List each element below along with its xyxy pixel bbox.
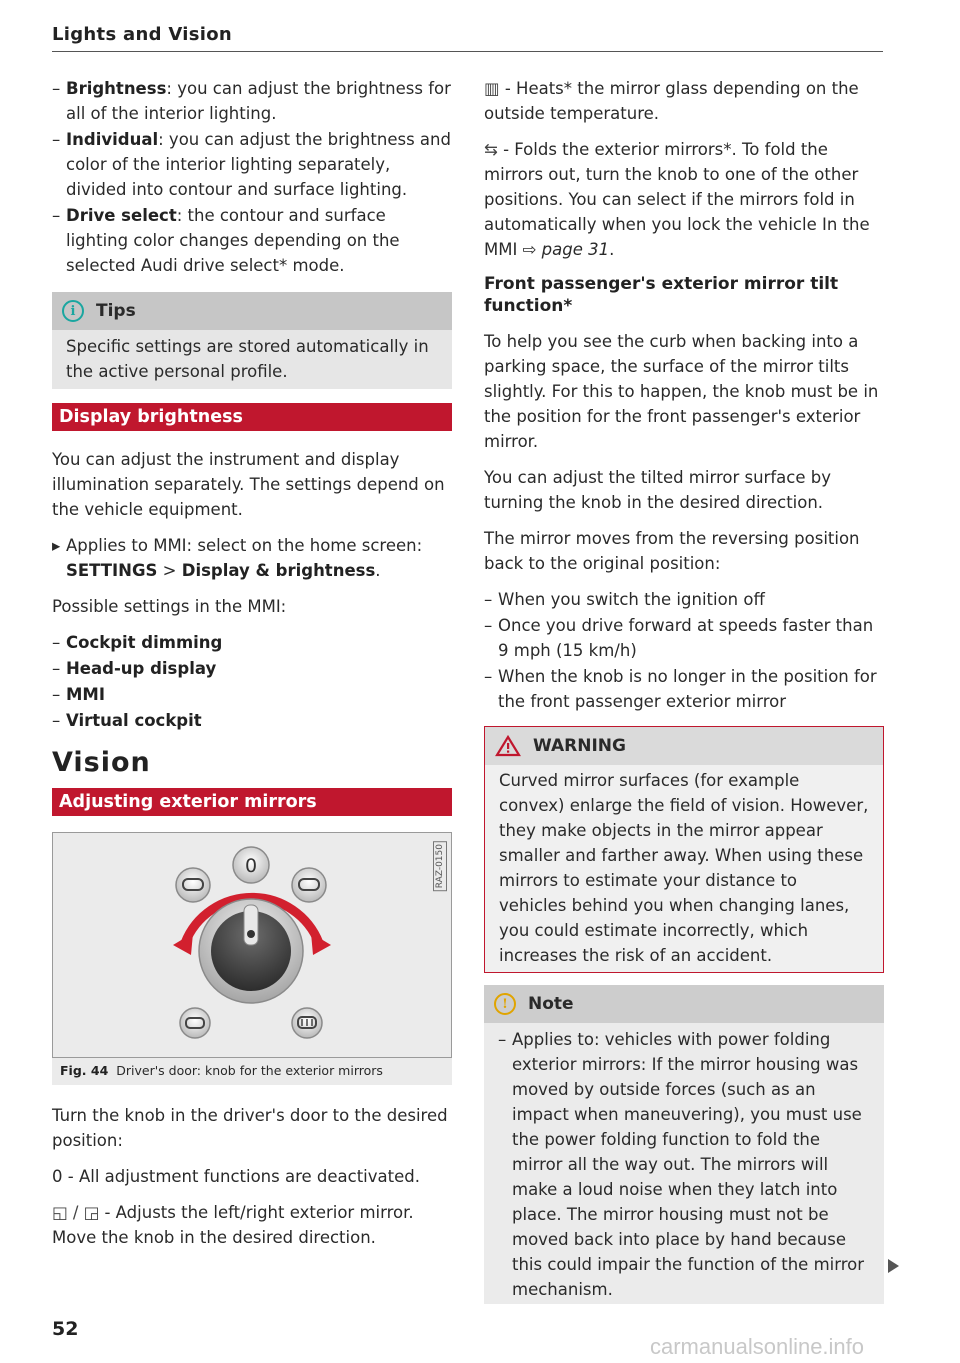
section-heading-display-brightness: Display brightness	[52, 403, 452, 431]
display-intro: You can adjust the instrument and display illumination separately. The settings depend on the vehicle equipment.	[52, 450, 445, 519]
tilt-paragraph-2: You can adjust the tilted mirror surface by turning the knob in the desired direction.	[484, 468, 831, 512]
right-column	[484, 76, 884, 1304]
section-heading-exterior-mirrors: Adjusting exterior mirrors	[52, 788, 452, 816]
list-item: – Drive select: the contour and surface lighting color changes depending on the selected Audi drive select* mode.	[52, 206, 400, 275]
right-mirror-icon	[292, 868, 326, 902]
watermark: carmanualsonline.info	[650, 1334, 865, 1359]
mirror-knob	[199, 899, 303, 1003]
warning-header	[485, 727, 883, 765]
heated-mirror-icon: ▥	[484, 79, 500, 98]
note-body: – Applies to: vehicles with power folding exterior mirrors: If the mirror housing was moved by outside forces (such as an impact when maneuvering), you must use the power folding function to fold the mirror all the way out. The mirrors will make a loud noise when they latch into place. The mirror housing must not be moved back into place by hand because this could impair the function of the mirror mechanism.	[498, 1030, 865, 1299]
note-title: Note	[528, 994, 574, 1014]
list-item: – Cockpit dimming	[52, 633, 223, 652]
left-mirror-icon	[176, 868, 210, 902]
mirror-left-right-icon: ◱ / ◲	[52, 1203, 100, 1222]
figure-code: RAZ-0150	[433, 841, 447, 891]
mirror-knob-illustration	[53, 833, 451, 1057]
left-column	[52, 76, 452, 1261]
position-zero-text: 0 - All adjustment functions are deactivated.	[52, 1167, 420, 1186]
list-item: – MMI	[52, 685, 105, 704]
page-number: 52	[52, 1318, 79, 1340]
fold-mirror-icon	[180, 1008, 210, 1038]
possible-settings-label: Possible settings in the MMI:	[52, 597, 287, 616]
tips-body: Specific settings are stored automatically in the active personal profile.	[66, 337, 429, 381]
list-item: – Once you drive forward at speeds faster than 9 mph (15 km/h)	[484, 616, 874, 660]
svg-text:0: 0	[244, 855, 258, 877]
page-31-link[interactable]: ⇨ page 31	[522, 240, 610, 259]
tilt-list	[484, 587, 884, 714]
note-header	[484, 985, 884, 1023]
list-item: – When you switch the ignition off	[484, 590, 765, 609]
adjust-mirror-text: ◱ / ◲ - Adjusts the left/right exterior mirror. Move the knob in the desired direction.	[52, 1203, 414, 1247]
warning-body: Curved mirror surfaces (for example convex) enlarge the field of vision. However, they make objects in the mirror appear smaller and farther away. When using these mirrors to estimate your distance to vehicles behind you when changing lanes, you could estimate incorrectly, which increases the risk of an accident.	[499, 771, 869, 965]
note-icon: !	[494, 993, 516, 1015]
fold-mirror-icon: ⇆	[484, 140, 498, 159]
header-rule	[52, 51, 883, 52]
heated-mirror-text: ▥ - Heats* the mirror glass depending on the outside temperature.	[484, 79, 859, 123]
tips-title: Tips	[96, 301, 136, 321]
arrow-bullet-icon: ▸	[52, 536, 61, 555]
settings-list	[52, 630, 452, 733]
warning-box	[484, 726, 884, 973]
list-item: – Virtual cockpit	[52, 711, 202, 730]
tips-header	[52, 292, 452, 330]
warning-title: WARNING	[533, 736, 626, 756]
tips-box	[52, 292, 452, 389]
tilt-function-heading: Front passenger's exterior mirror tilt function*	[484, 274, 839, 316]
figure-caption: Fig. 44 Driver's door: knob for the exterior mirrors	[52, 1058, 452, 1085]
position-zero-icon	[233, 847, 269, 883]
turn-knob-text: Turn the knob in the driver's door to the desired position:	[52, 1106, 448, 1150]
list-item: – Individual: you can adjust the brightness and color of the interior lighting separately, divided into contour and surface lighting.	[52, 130, 451, 199]
applies-to-mmi: ▸ Applies to MMI: select on the home screen: SETTINGS > Display & brightness.	[52, 533, 452, 583]
heated-mirror-icon	[292, 1008, 322, 1038]
tilt-paragraph-3: The mirror moves from the reversing position back to the original position:	[484, 529, 860, 573]
vision-heading: Vision	[52, 747, 151, 778]
figure-mirror-knob	[52, 832, 452, 1058]
list-item: – Head-up display	[52, 659, 217, 678]
list-item: – When the knob is no longer in the position for the front passenger exterior mirror	[484, 667, 877, 711]
list-item: – Brightness: you can adjust the brightness for all of the interior lighting.	[52, 79, 451, 123]
continue-arrow-icon	[888, 1259, 899, 1273]
warning-triangle-icon	[495, 735, 521, 757]
tilt-paragraph-1: To help you see the curb when backing into a parking space, the surface of the mirror tilts slightly. For this to happen, the knob must be in the position for the front passenger's exterior mirror.	[484, 332, 879, 451]
lighting-list	[52, 76, 452, 278]
fold-mirror-text: ⇆ - Folds the exterior mirrors*. To fold the mirrors out, turn the knob to one of the other positions. You can select if the mirrors fold in automatically when you lock the vehicle In the MMI ⇨ page 31.	[484, 140, 870, 259]
page-header-title: Lights and Vision	[52, 24, 232, 45]
info-icon: i	[62, 300, 84, 322]
note-box	[484, 985, 884, 1304]
